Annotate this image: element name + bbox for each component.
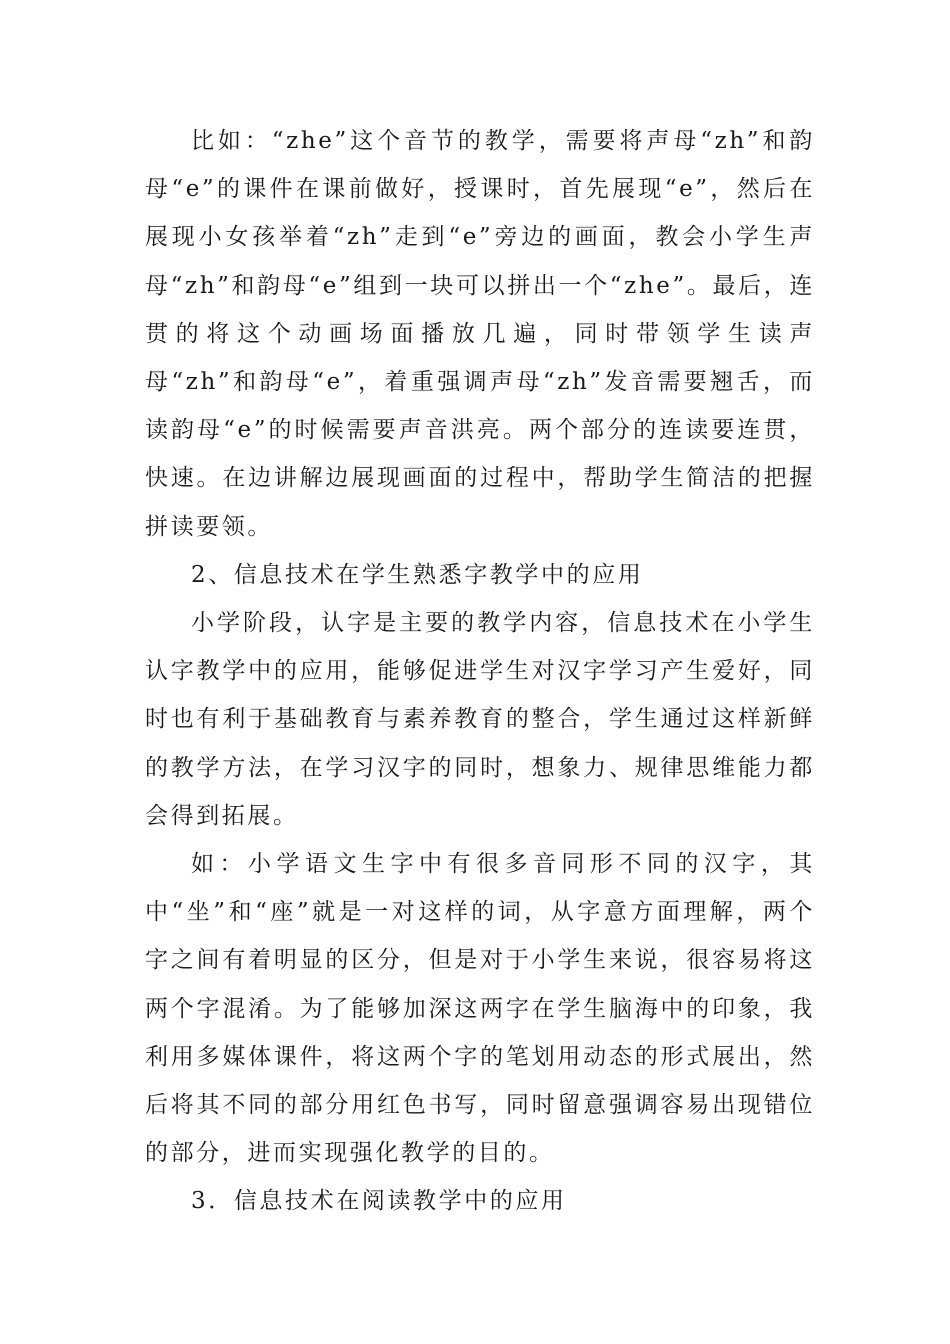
paragraph-homophone-example: 如：小学语文生字中有很多音同形不同的汉字，其中“坐”和“座”就是一对这样的词，从字意方面理解，两个字之间有着明显的区分，但是对于小学生来说，很容易将这两个字混淆。为了能够加深这两字在学生脑海中的印象，我利用多媒体课件，将这两个字的笔划用动态的形式展出，然后将其不同的部分用红色书写，同时留意强调容易出现错位的部分，进而实现强化教学的目的。 — [145, 851, 815, 1167]
section-heading-character-recognition: 2、信息技术在学生熟悉字教学中的应用 — [191, 561, 644, 588]
paragraph-character-teaching: 小学阶段，认字是主要的教学内容，信息技术在小学生认字教学中的应用，能够促进学生对汉字学习产生爱好，同时也有利于基础教育与素养教育的整合，学生通过这样新鲜的教学方法，在学习汉字的同时，想象力、规律思维能力都会得到拓展。 — [145, 610, 815, 829]
paragraph-pinyin-example: 比如：“zhe”这个音节的教学，需要将声母“zh”和韵母“e”的课件在课前做好，授课时，首先展现“e”，然后在展现小女孩举着“zh”走到“e”旁边的画面，教会小学生声母“zh”和韵母“e”组到一块可以拼出一个“zhe”。最后，连贯的将这个动画场面播放几遍，同时带领学生读声母“zh”和韵母“e”，着重强调声母“zh”发音需要翘舌，而读韵母“e”的时候需要声音洪亮。两个部分的连读要连贯，快速。在边讲解边展现画面的过程中，帮助学生简洁的把握拼读要领。 — [145, 128, 815, 540]
section-heading-reading: 3．信息技术在阅读教学中的应用 — [191, 1188, 567, 1215]
document-body — [145, 117, 815, 1226]
